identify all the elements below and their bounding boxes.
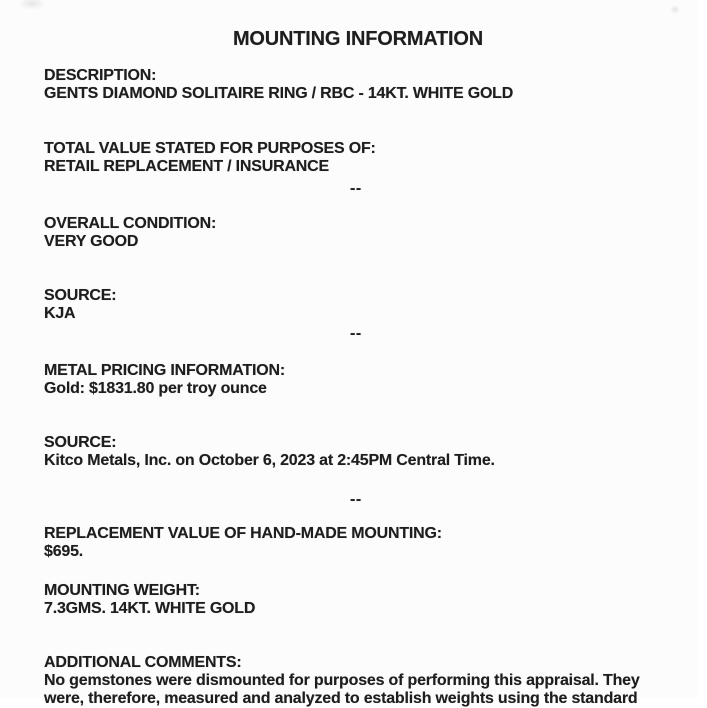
field-value: RETAIL REPLACEMENT / INSURANCE — [44, 158, 329, 175]
separator-dashes: -- — [350, 180, 362, 197]
field-value: $695. — [44, 543, 84, 560]
separator-dashes: -- — [350, 325, 362, 342]
section-overall-condition — [44, 215, 688, 251]
section-source-kitco — [44, 434, 688, 470]
field-label: METAL PRICING INFORMATION: — [44, 362, 286, 379]
field-value: Gold: $1831.80 per troy ounce — [44, 380, 267, 397]
field-label: TOTAL VALUE STATED FOR PURPOSES OF: — [44, 140, 376, 157]
section-description — [44, 67, 688, 103]
document-title: MOUNTING INFORMATION — [232, 28, 484, 50]
field-value: No gemstones were dismounted for purposes of performing this appraisal. They — [44, 672, 640, 689]
field-value: VERY GOOD — [44, 233, 139, 250]
section-source-kja — [44, 287, 688, 323]
section-additional-comments — [44, 654, 688, 708]
field-value-clipped-line: were, therefore, measured and analyzed to establish weights using the standard — [44, 690, 638, 707]
separator-dashes: -- — [350, 491, 362, 508]
section-total-value-purpose — [44, 140, 688, 176]
field-label: DESCRIPTION: — [44, 67, 157, 84]
field-value: GENTS DIAMOND SOLITAIRE RING / RBC - 14KT. WHITE GOLD — [44, 85, 514, 102]
field-label: SOURCE: — [44, 434, 117, 451]
scan-artifact-top-left — [18, 0, 46, 10]
field-value: 7.3GMS. 14KT. WHITE GOLD — [44, 600, 256, 617]
field-label: MOUNTING WEIGHT: — [44, 582, 200, 599]
field-label: OVERALL CONDITION: — [44, 215, 217, 232]
section-replacement-value — [44, 525, 688, 561]
field-value: Kitco Metals, Inc. on October 6, 2023 at 2:45PM Central Time. — [44, 452, 495, 469]
section-metal-pricing — [44, 362, 688, 398]
field-value: KJA — [44, 305, 76, 322]
scan-artifact-top-right — [670, 5, 680, 14]
field-label: SOURCE: — [44, 287, 117, 304]
field-label: ADDITIONAL COMMENTS: — [44, 654, 242, 671]
section-mounting-weight — [44, 582, 688, 618]
field-label: REPLACEMENT VALUE OF HAND-MADE MOUNTING: — [44, 525, 442, 542]
